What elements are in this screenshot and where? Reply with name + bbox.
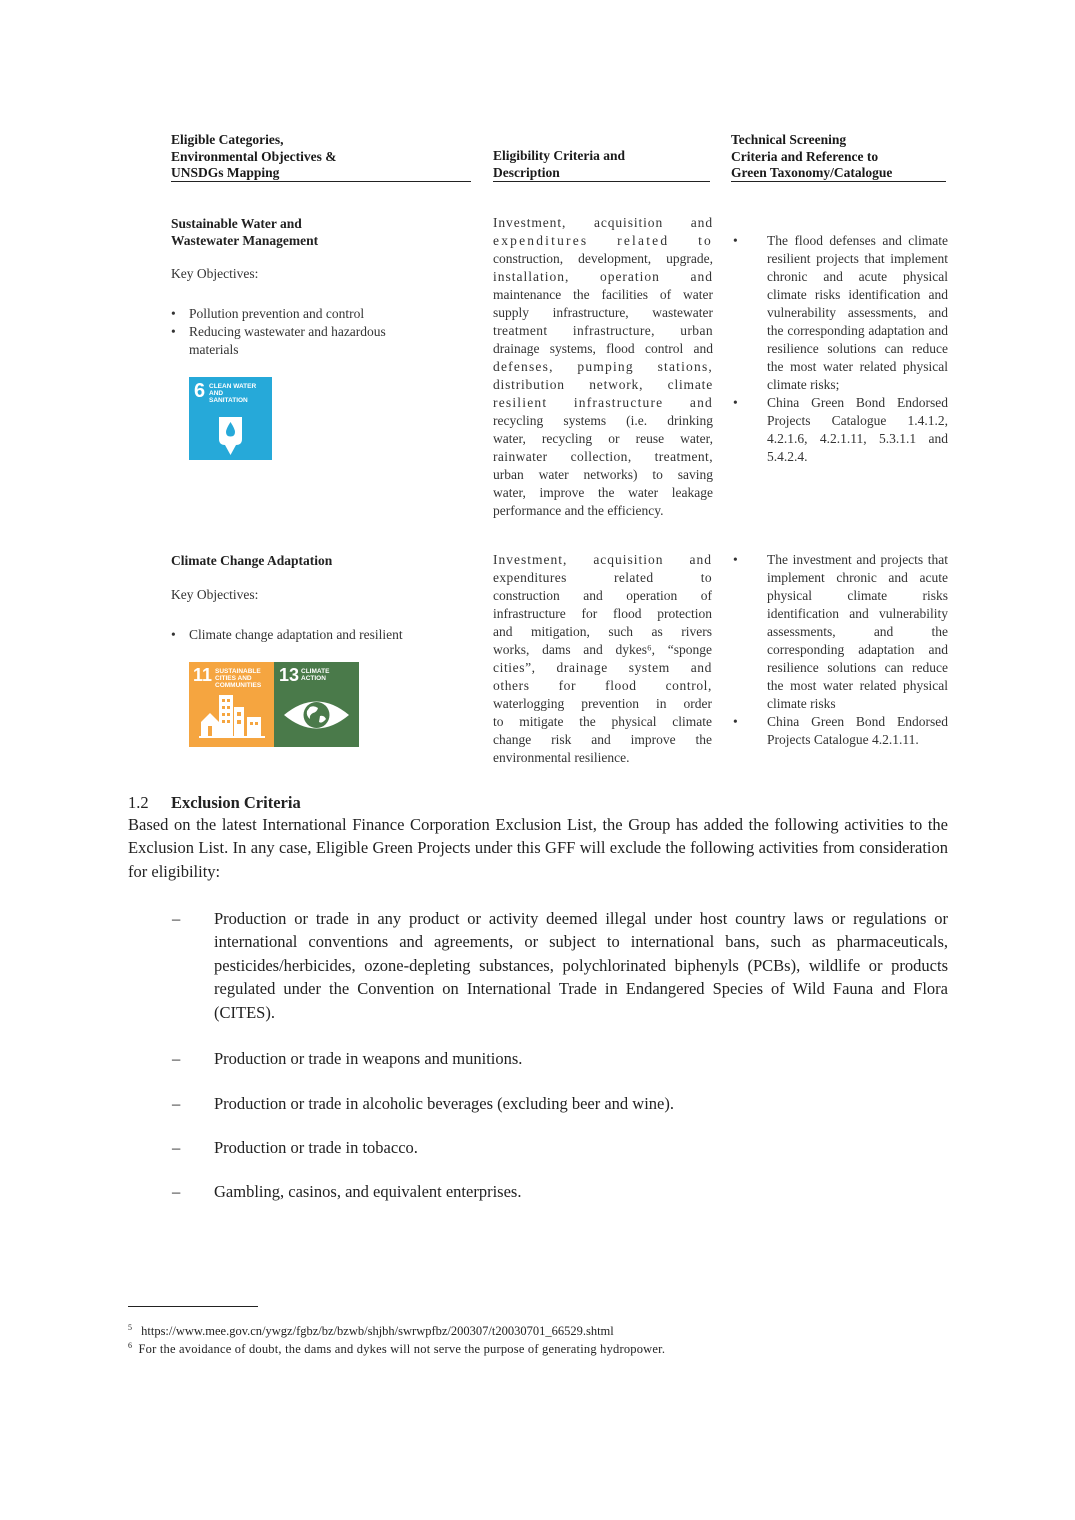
exclusion-dash: –: [172, 909, 181, 928]
row2-category-line1: Climate Change Adaptation: [171, 553, 333, 568]
row1-desc-line: urban water networks) to saving: [493, 467, 713, 482]
row1-desc-line: treatment infrastructure, urban: [493, 323, 713, 338]
header-col3-line2: Criteria and Reference to: [731, 148, 879, 164]
sdg11-tile: [189, 662, 274, 747]
row2-desc-line: works, dams and dykes⁶, “sponge: [493, 642, 712, 657]
row2-desc-line: cities”, drainage system and: [493, 660, 712, 675]
exclusion-text: Production or trade in alcoholic beverages (excluding beer and wine).: [214, 1094, 674, 1113]
header-col-technical: [731, 132, 946, 182]
header-col3-line1: Technical Screening: [731, 132, 847, 147]
exclusion-text: Production or trade in tobacco.: [214, 1138, 418, 1157]
section-heading: [128, 793, 301, 813]
row1-category-line1: Sustainable Water and: [171, 216, 302, 231]
header-col3-rule: [731, 181, 946, 182]
eye-globe-icon: [274, 662, 359, 747]
footnote-5-mark: 5: [128, 1322, 132, 1332]
row1-objective: • Pollution prevention and control: [171, 305, 411, 323]
row1-desc-line: water, recycling or reuse water,: [493, 431, 713, 446]
row1-desc-line: rainwater collection, treatment,: [493, 449, 713, 464]
exclusion-text: Production or trade in weapons and munitions.: [214, 1049, 523, 1068]
sdg11-label: SUSTAINABLE CITIES AND COMMUNITIES: [215, 668, 262, 689]
row2-description: [493, 551, 712, 767]
water-drop-icon: [189, 377, 272, 460]
header-col-criteria: [493, 148, 710, 181]
header-col3-line3: Green Taxonomy/Catalogue: [731, 165, 893, 180]
row1-desc-line: supply infrastructure, wastewater: [493, 305, 713, 320]
row1-desc-line: maintenance the facilities of water: [493, 287, 713, 302]
footnote-6-text: For the avoidance of doubt, the dams and dykes will not serve the purpose of generating hydropower.: [138, 1342, 666, 1356]
row1-objective: • Reducing wastewater and hazardous materials: [171, 323, 411, 359]
footnote-5: [128, 1323, 948, 1340]
row2-objectives-list: [171, 626, 461, 644]
row1-desc-line: construction, development, upgrade,: [493, 251, 713, 266]
section-title: Exclusion Criteria: [171, 793, 301, 812]
sdg6-number: 6: [194, 380, 206, 402]
row1-technical-item: • China Green Bond Endorsed Projects Catalogue 1.4.1.2, 4.2.1.6, 4.2.1.11, 5.3.1.1 and 5.4.2.4.: [731, 394, 948, 466]
exclusion-text: Production or trade in any product or activity deemed illegal under host country laws or regulations or international conventions and agreements, or subject to international bans, such as pharmaceuticals, pesticides/herbicides, ozone-depleting substances, polychlorinated biphenyls (PCBs), wildlife or products regulated under the Convention on International Trade in Endangered Species of Wild Fauna and Flora (CITES).: [214, 909, 948, 1022]
row2-technical-item: • China Green Bond Endorsed Projects Catalogue 4.2.1.11.: [731, 713, 948, 749]
row2-desc-line: Investment, acquisition and: [493, 552, 712, 567]
row2-desc-line: and mitigation, such as rivers: [493, 624, 712, 639]
row1-desc-line: drainage systems, flood control and: [493, 341, 713, 356]
footnote-5-text: https://www.mee.gov.cn/ywgz/fgbz/bz/bzwb/shjbh/swrwpfbz/200307/t20030701_66529.shtml: [141, 1324, 614, 1338]
row2-desc-line: infrastructure for flood protection: [493, 606, 712, 621]
row1-technical-list: [731, 232, 948, 466]
footnote-6: [128, 1341, 948, 1358]
header-col2-rule: [493, 181, 710, 182]
row1-desc-line: resilient infrastructure and: [493, 395, 713, 410]
header-col1-line2: Environmental Objectives &: [171, 148, 337, 164]
row2-desc-line: to mitigate the physical climate: [493, 714, 712, 729]
sdg13-label: CLIMATE ACTION: [301, 668, 330, 682]
header-col1-line3: UNSDGs Mapping: [171, 165, 280, 180]
header-col2-line2: Description: [493, 164, 560, 180]
row1-category-line2: Wastewater Management: [171, 232, 319, 248]
footnote-separator: [128, 1306, 258, 1307]
row2-desc-line: environmental resilience.: [493, 750, 630, 765]
footnote-6-mark: 6: [128, 1340, 133, 1350]
sdg13-tile: [274, 662, 359, 747]
header-col1-rule: [171, 181, 471, 182]
exclusion-dash: –: [172, 1049, 181, 1068]
row2-category-title: [171, 553, 471, 570]
row2-desc-line: waterlogging prevention in order: [493, 696, 712, 711]
section-intro: Based on the latest International Finance Corporation Exclusion List, the Group has added the following activities to the Exclusion List. In any case, Eligible Green Projects under this GFF will exclude the following activities from consideration for eligibility:: [128, 815, 948, 881]
row1-desc-line: recycling systems (i.e. drinking: [493, 413, 713, 428]
row1-category-title: [171, 216, 471, 249]
row2-objective: • Climate change adaptation and resilient: [171, 626, 461, 644]
row1-desc-line: Investment, acquisition and: [493, 215, 713, 230]
row2-desc-line: others for flood control,: [493, 678, 712, 693]
row1-desc-line: performance and the efficiency.: [493, 503, 664, 518]
row2-desc-line: construction and operation of: [493, 588, 712, 603]
exclusion-dash: –: [172, 1138, 181, 1157]
row1-desc-line: installation, operation and: [493, 269, 713, 284]
row2-technical-list: [731, 551, 948, 749]
exclusion-dash: –: [172, 1182, 181, 1201]
exclusion-dash: –: [172, 1094, 181, 1113]
sdg13-number: 13: [279, 665, 300, 685]
row1-desc-line: water, improve the water leakage: [493, 485, 713, 500]
exclusion-text: Gambling, casinos, and equivalent enterprises.: [214, 1182, 522, 1201]
row2-technical-item: • The investment and projects that implement chronic and acute physical climate risks identification and vulnerability assessments, and the corresponding adaptation and resilience solutions can reduce the most water related physical climate risks: [731, 551, 948, 713]
row1-desc-line: distribution network, climate: [493, 377, 713, 392]
header-col-categories: [171, 132, 471, 182]
row1-key-objectives-label: Key Objectives:: [171, 266, 259, 281]
row1-desc-line: expenditures related to: [493, 233, 713, 248]
city-buildings-icon: [189, 662, 274, 747]
header-col2-line1: Eligibility Criteria and: [493, 148, 626, 163]
sdg11-number: 11: [193, 665, 213, 685]
header-col1-line1: Eligible Categories,: [171, 132, 284, 147]
row1-description: [493, 214, 713, 520]
row2-key-objectives-label: Key Objectives:: [171, 587, 259, 602]
section-number: 1.2: [128, 793, 149, 812]
row1-objectives-list: [171, 305, 411, 359]
row1-desc-line: defenses, pumping stations,: [493, 359, 713, 374]
row2-desc-line: expenditures related to: [493, 570, 712, 585]
row2-desc-line: change risk and improve the: [493, 732, 712, 747]
sdg6-label: CLEAN WATER AND SANITATION: [209, 383, 257, 404]
row1-technical-item: • The flood defenses and climate resilient projects that implement chronic and acute physical climate risks identification and vulnerability assessments, and the corresponding adaptation and resilience solutions can reduce the most water related physical climate risks;: [731, 232, 948, 394]
sdg6-tile: [189, 377, 272, 460]
